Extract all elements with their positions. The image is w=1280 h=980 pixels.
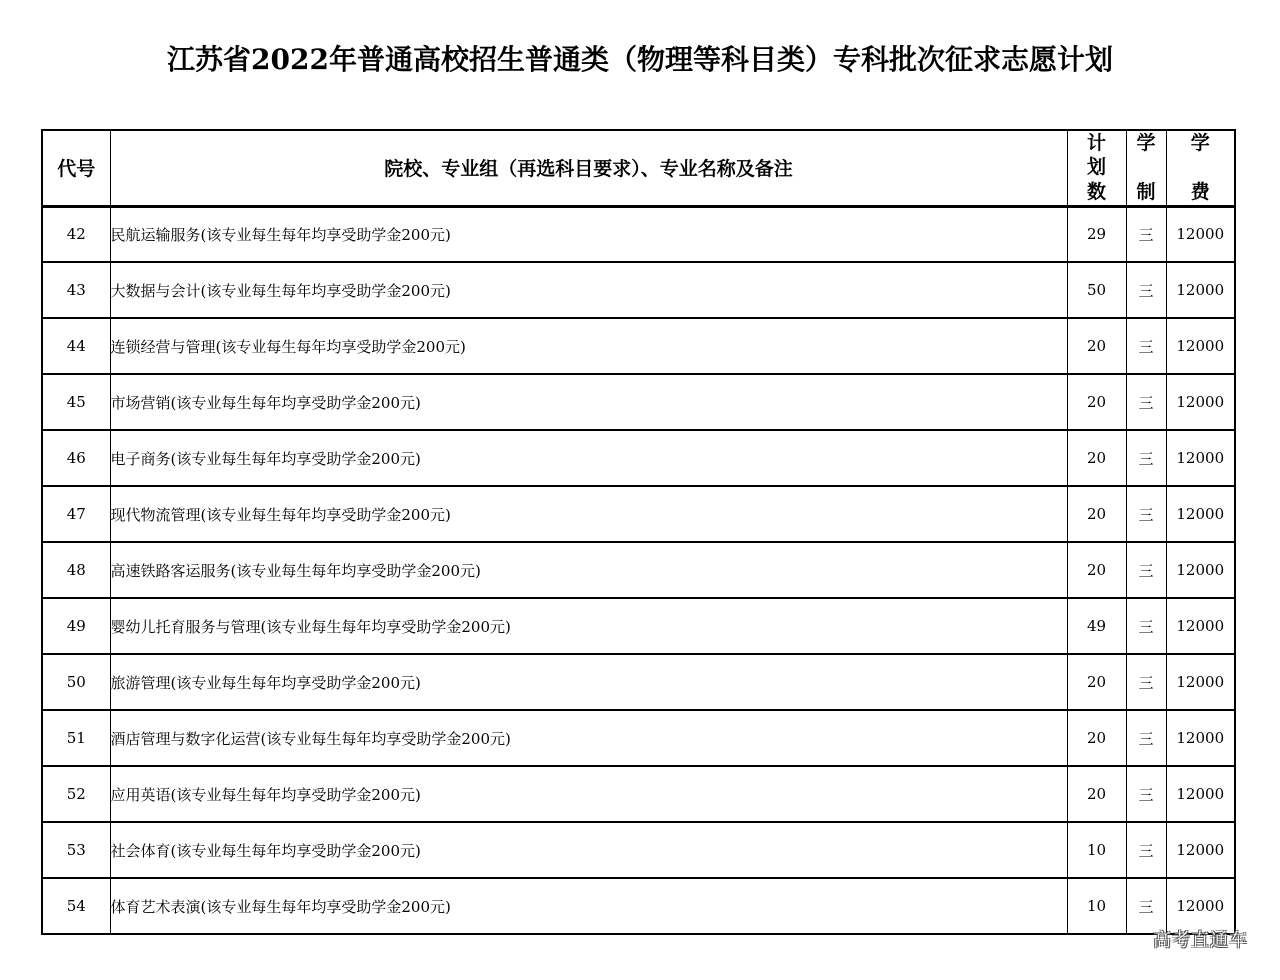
row-name-cell: 社会体育(该专业每生每年均享受助学金200元)	[110, 822, 1067, 878]
row-years-cell: 三	[1126, 206, 1166, 262]
row-years-cell: 三	[1126, 430, 1166, 486]
row-fee-cell: 12000	[1166, 878, 1235, 934]
row-plan-cell: 20	[1067, 430, 1126, 486]
watermark-text: 高考直通车	[1153, 930, 1248, 951]
row-code-cell: 54	[42, 878, 110, 934]
row-fee-cell: 12000	[1166, 374, 1235, 430]
header-fee-char: 费	[1190, 180, 1210, 203]
row-years-cell: 三	[1126, 598, 1166, 654]
header-fee-char: 学	[1190, 131, 1210, 154]
row-plan-cell: 10	[1067, 878, 1126, 934]
row-name-cell: 婴幼儿托育服务与管理(该专业每生每年均享受助学金200元)	[110, 598, 1067, 654]
row-code-cell: 48	[42, 542, 110, 598]
table-row	[42, 822, 1235, 878]
table-row	[42, 262, 1235, 318]
row-plan-cell: 10	[1067, 822, 1126, 878]
row-name-cell: 酒店管理与数字化运营(该专业每生每年均享受助学金200元)	[110, 710, 1067, 766]
row-fee-cell: 12000	[1166, 766, 1235, 822]
row-plan-cell: 20	[1067, 318, 1126, 374]
row-code-cell: 52	[42, 766, 110, 822]
row-name-cell: 民航运输服务(该专业每生每年均享受助学金200元)	[110, 206, 1067, 262]
row-code-cell: 46	[42, 430, 110, 486]
row-years-cell: 三	[1126, 374, 1166, 430]
table-row	[42, 430, 1235, 486]
row-years-cell: 三	[1126, 542, 1166, 598]
row-years-cell: 三	[1126, 878, 1166, 934]
row-years-cell: 三	[1126, 654, 1166, 710]
row-plan-cell: 20	[1067, 710, 1126, 766]
header-years	[1126, 130, 1166, 206]
table-row	[42, 542, 1235, 598]
row-fee-cell: 12000	[1166, 318, 1235, 374]
row-fee-cell: 12000	[1166, 430, 1235, 486]
row-years-cell: 三	[1126, 822, 1166, 878]
row-code-cell: 53	[42, 822, 110, 878]
row-name-cell: 连锁经营与管理(该专业每生每年均享受助学金200元)	[110, 318, 1067, 374]
table-row	[42, 318, 1235, 374]
row-plan-cell: 20	[1067, 374, 1126, 430]
row-code-cell: 44	[42, 318, 110, 374]
table-row	[42, 766, 1235, 822]
row-name-cell: 大数据与会计(该专业每生每年均享受助学金200元)	[110, 262, 1067, 318]
table-row	[42, 206, 1235, 262]
header-years-char: 学	[1136, 131, 1156, 154]
row-plan-cell: 20	[1067, 654, 1126, 710]
header-plan-char: 计	[1086, 131, 1106, 154]
row-fee-cell: 12000	[1166, 486, 1235, 542]
row-name-cell: 体育艺术表演(该专业每生每年均享受助学金200元)	[110, 878, 1067, 934]
header-plan-char: 划	[1086, 156, 1106, 179]
table-header-row	[42, 130, 1235, 206]
row-fee-cell: 12000	[1166, 654, 1235, 710]
page-title: 江苏省2022年普通高校招生普通类（物理等科目类）专科批次征求志愿计划	[167, 43, 1113, 76]
row-fee-cell: 12000	[1166, 710, 1235, 766]
row-years-cell: 三	[1126, 318, 1166, 374]
row-years-cell: 三	[1126, 766, 1166, 822]
row-code-cell: 49	[42, 598, 110, 654]
table-body	[42, 206, 1235, 934]
header-plan-char: 数	[1086, 180, 1106, 203]
header-years-char: 制	[1136, 180, 1156, 203]
row-plan-cell: 20	[1067, 766, 1126, 822]
header-name: 院校、专业组（再选科目要求）、专业名称及备注	[110, 130, 1067, 206]
row-plan-cell: 50	[1067, 262, 1126, 318]
row-plan-cell: 49	[1067, 598, 1126, 654]
row-code-cell: 50	[42, 654, 110, 710]
row-plan-cell: 20	[1067, 486, 1126, 542]
table-row	[42, 374, 1235, 430]
header-fee	[1166, 130, 1235, 206]
row-years-cell: 三	[1126, 262, 1166, 318]
row-years-cell: 三	[1126, 486, 1166, 542]
row-code-cell: 42	[42, 206, 110, 262]
row-name-cell: 现代物流管理(该专业每生每年均享受助学金200元)	[110, 486, 1067, 542]
table-row	[42, 710, 1235, 766]
header-code: 代号	[42, 130, 110, 206]
row-code-cell: 47	[42, 486, 110, 542]
plan-table	[41, 129, 1236, 935]
row-fee-cell: 12000	[1166, 542, 1235, 598]
row-name-cell: 高速铁路客运服务(该专业每生每年均享受助学金200元)	[110, 542, 1067, 598]
row-fee-cell: 12000	[1166, 262, 1235, 318]
row-name-cell: 市场营销(该专业每生每年均享受助学金200元)	[110, 374, 1067, 430]
header-plan	[1067, 130, 1126, 206]
row-fee-cell: 12000	[1166, 598, 1235, 654]
row-plan-cell: 20	[1067, 542, 1126, 598]
table-row	[42, 598, 1235, 654]
table-row	[42, 878, 1235, 934]
row-plan-cell: 29	[1067, 206, 1126, 262]
table-row	[42, 486, 1235, 542]
table-row	[42, 654, 1235, 710]
row-fee-cell: 12000	[1166, 822, 1235, 878]
row-name-cell: 旅游管理(该专业每生每年均享受助学金200元)	[110, 654, 1067, 710]
row-name-cell: 应用英语(该专业每生每年均享受助学金200元)	[110, 766, 1067, 822]
row-fee-cell: 12000	[1166, 206, 1235, 262]
row-code-cell: 43	[42, 262, 110, 318]
row-years-cell: 三	[1126, 710, 1166, 766]
row-code-cell: 51	[42, 710, 110, 766]
row-code-cell: 45	[42, 374, 110, 430]
row-name-cell: 电子商务(该专业每生每年均享受助学金200元)	[110, 430, 1067, 486]
